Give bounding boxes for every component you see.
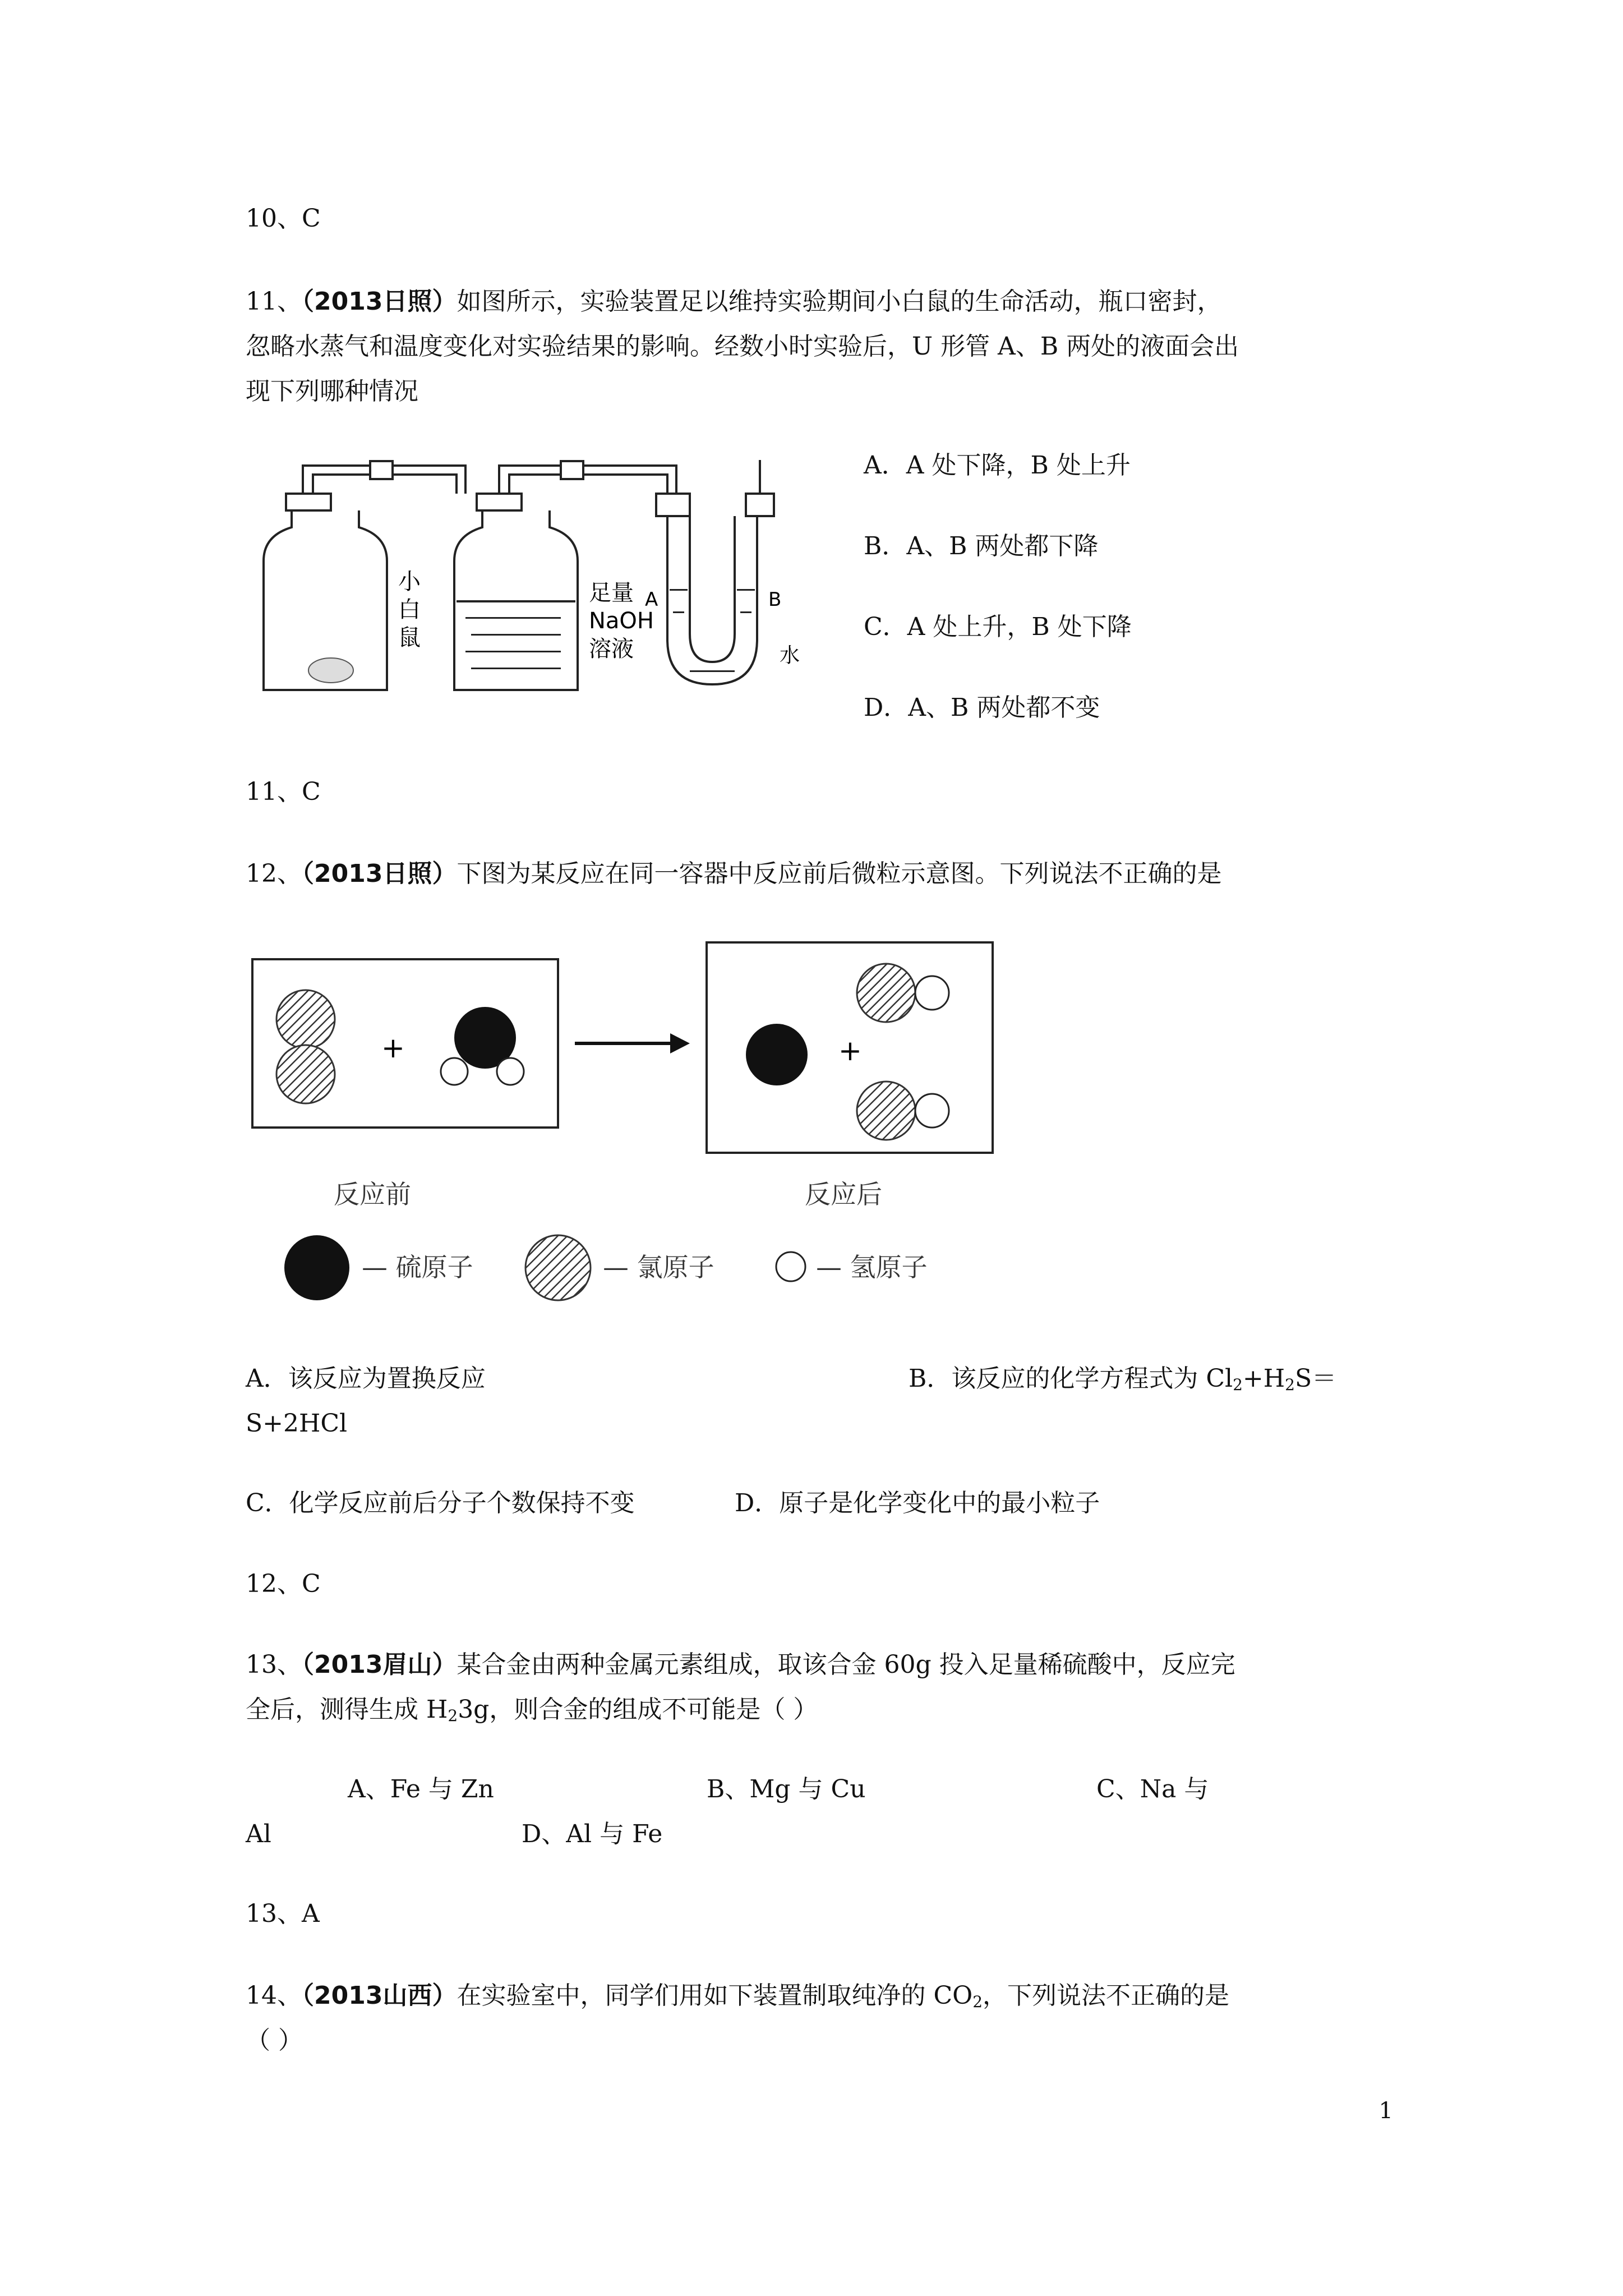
q11-apparatus-figure (241, 449, 847, 707)
legend-chlorine-icon (525, 1235, 591, 1300)
q13-option-b: B、Mg 与 Cu (707, 1775, 866, 1803)
answer-10: 10、C (246, 204, 321, 233)
mouse-icon (308, 658, 353, 683)
label-B: B (768, 588, 782, 611)
question-14-line1: 14、（2013山西）在实验室中，同学们用如下装置制取纯净的 $CO_2$，下列说法不正确的是 (246, 1981, 1230, 2011)
question-13-line2: 全后，测得生成 $H_23g$，则合金的组成不可能是（ ） (246, 1695, 818, 1725)
plus-before: + (381, 1032, 405, 1064)
q12-option-c: C．化学反应前后分子个数保持不变 (246, 1489, 635, 1517)
label-water: 水 (780, 644, 800, 667)
caption-before: 反应前 (334, 1179, 411, 1209)
q12-option-b: B．该反应的化学方程式为 $Cl_2+H_2S=$ (909, 1364, 1337, 1394)
question-11-line3: 现下列哪种情况 (246, 377, 418, 406)
q12-option-a: A．该反应为置换反应 (246, 1364, 486, 1393)
label-A: A (645, 588, 658, 611)
page-number: 1 (1378, 2098, 1393, 2124)
q13-option-c: C、Na 与 (1096, 1775, 1209, 1803)
q11-option-d: D．A、B 两处都不变 (864, 693, 1100, 722)
answer-12: 12、C (246, 1570, 321, 1598)
q12-reaction-figure (247, 937, 998, 1313)
label-mouse-2: 白 (398, 597, 421, 623)
label-naoh-2: NaOH (589, 608, 654, 634)
label-mouse-3: 鼠 (398, 625, 421, 651)
question-11-line2: 忽略水蒸气和温度变化对实验结果的影响。经数小时实验后，U 形管 A、B 两处的液面会出 (246, 332, 1239, 361)
legend-chlorine: — 氯原子 (603, 1252, 714, 1282)
legend-hydrogen-icon (776, 1252, 805, 1281)
q13-option-d: D、Al 与 Fe (522, 1820, 663, 1848)
caption-after: 反应后 (805, 1179, 882, 1209)
question-12: 12、（2013日照）下图为某反应在同一容器中反应前后微粒示意图。下列说法不正确的是 (246, 859, 1222, 888)
label-naoh-1: 足量 (589, 580, 634, 606)
q13-option-c-cont: Al (246, 1820, 271, 1848)
question-14-line2: （ ） (246, 2026, 303, 2055)
q11-option-b: B．A、B 两处都下降 (864, 532, 1099, 560)
label-naoh-3: 溶液 (589, 636, 634, 662)
q11-option-a: A．A 处下降，B 处上升 (864, 451, 1131, 480)
q12-option-b-cont: S+2HCl (246, 1409, 348, 1438)
question-13-line1: 13、（2013眉山）某合金由两种金属元素组成，取该合金 60g 投入足量稀硫酸中，反应完 (246, 1650, 1235, 1679)
q12-option-d: D．原子是化学变化中的最小粒子 (735, 1489, 1100, 1517)
label-mouse-1: 小 (398, 569, 421, 595)
legend-hydrogen: — 氢原子 (816, 1252, 928, 1282)
question-11-line1: 11、（2013日照）如图所示，实验装置足以维持实验期间小白鼠的生命活动，瓶口密封， (246, 287, 1222, 316)
plus-after: + (838, 1034, 862, 1067)
q13-option-a: A、Fe 与 Zn (348, 1775, 494, 1803)
answer-11: 11、C (246, 777, 321, 806)
answer-13: 13、A (246, 1899, 320, 1928)
legend-sulfur-icon (284, 1235, 349, 1300)
q11-option-c: C．A 处上升，B 处下降 (864, 613, 1132, 641)
legend-sulfur: — 硫原子 (362, 1252, 473, 1282)
